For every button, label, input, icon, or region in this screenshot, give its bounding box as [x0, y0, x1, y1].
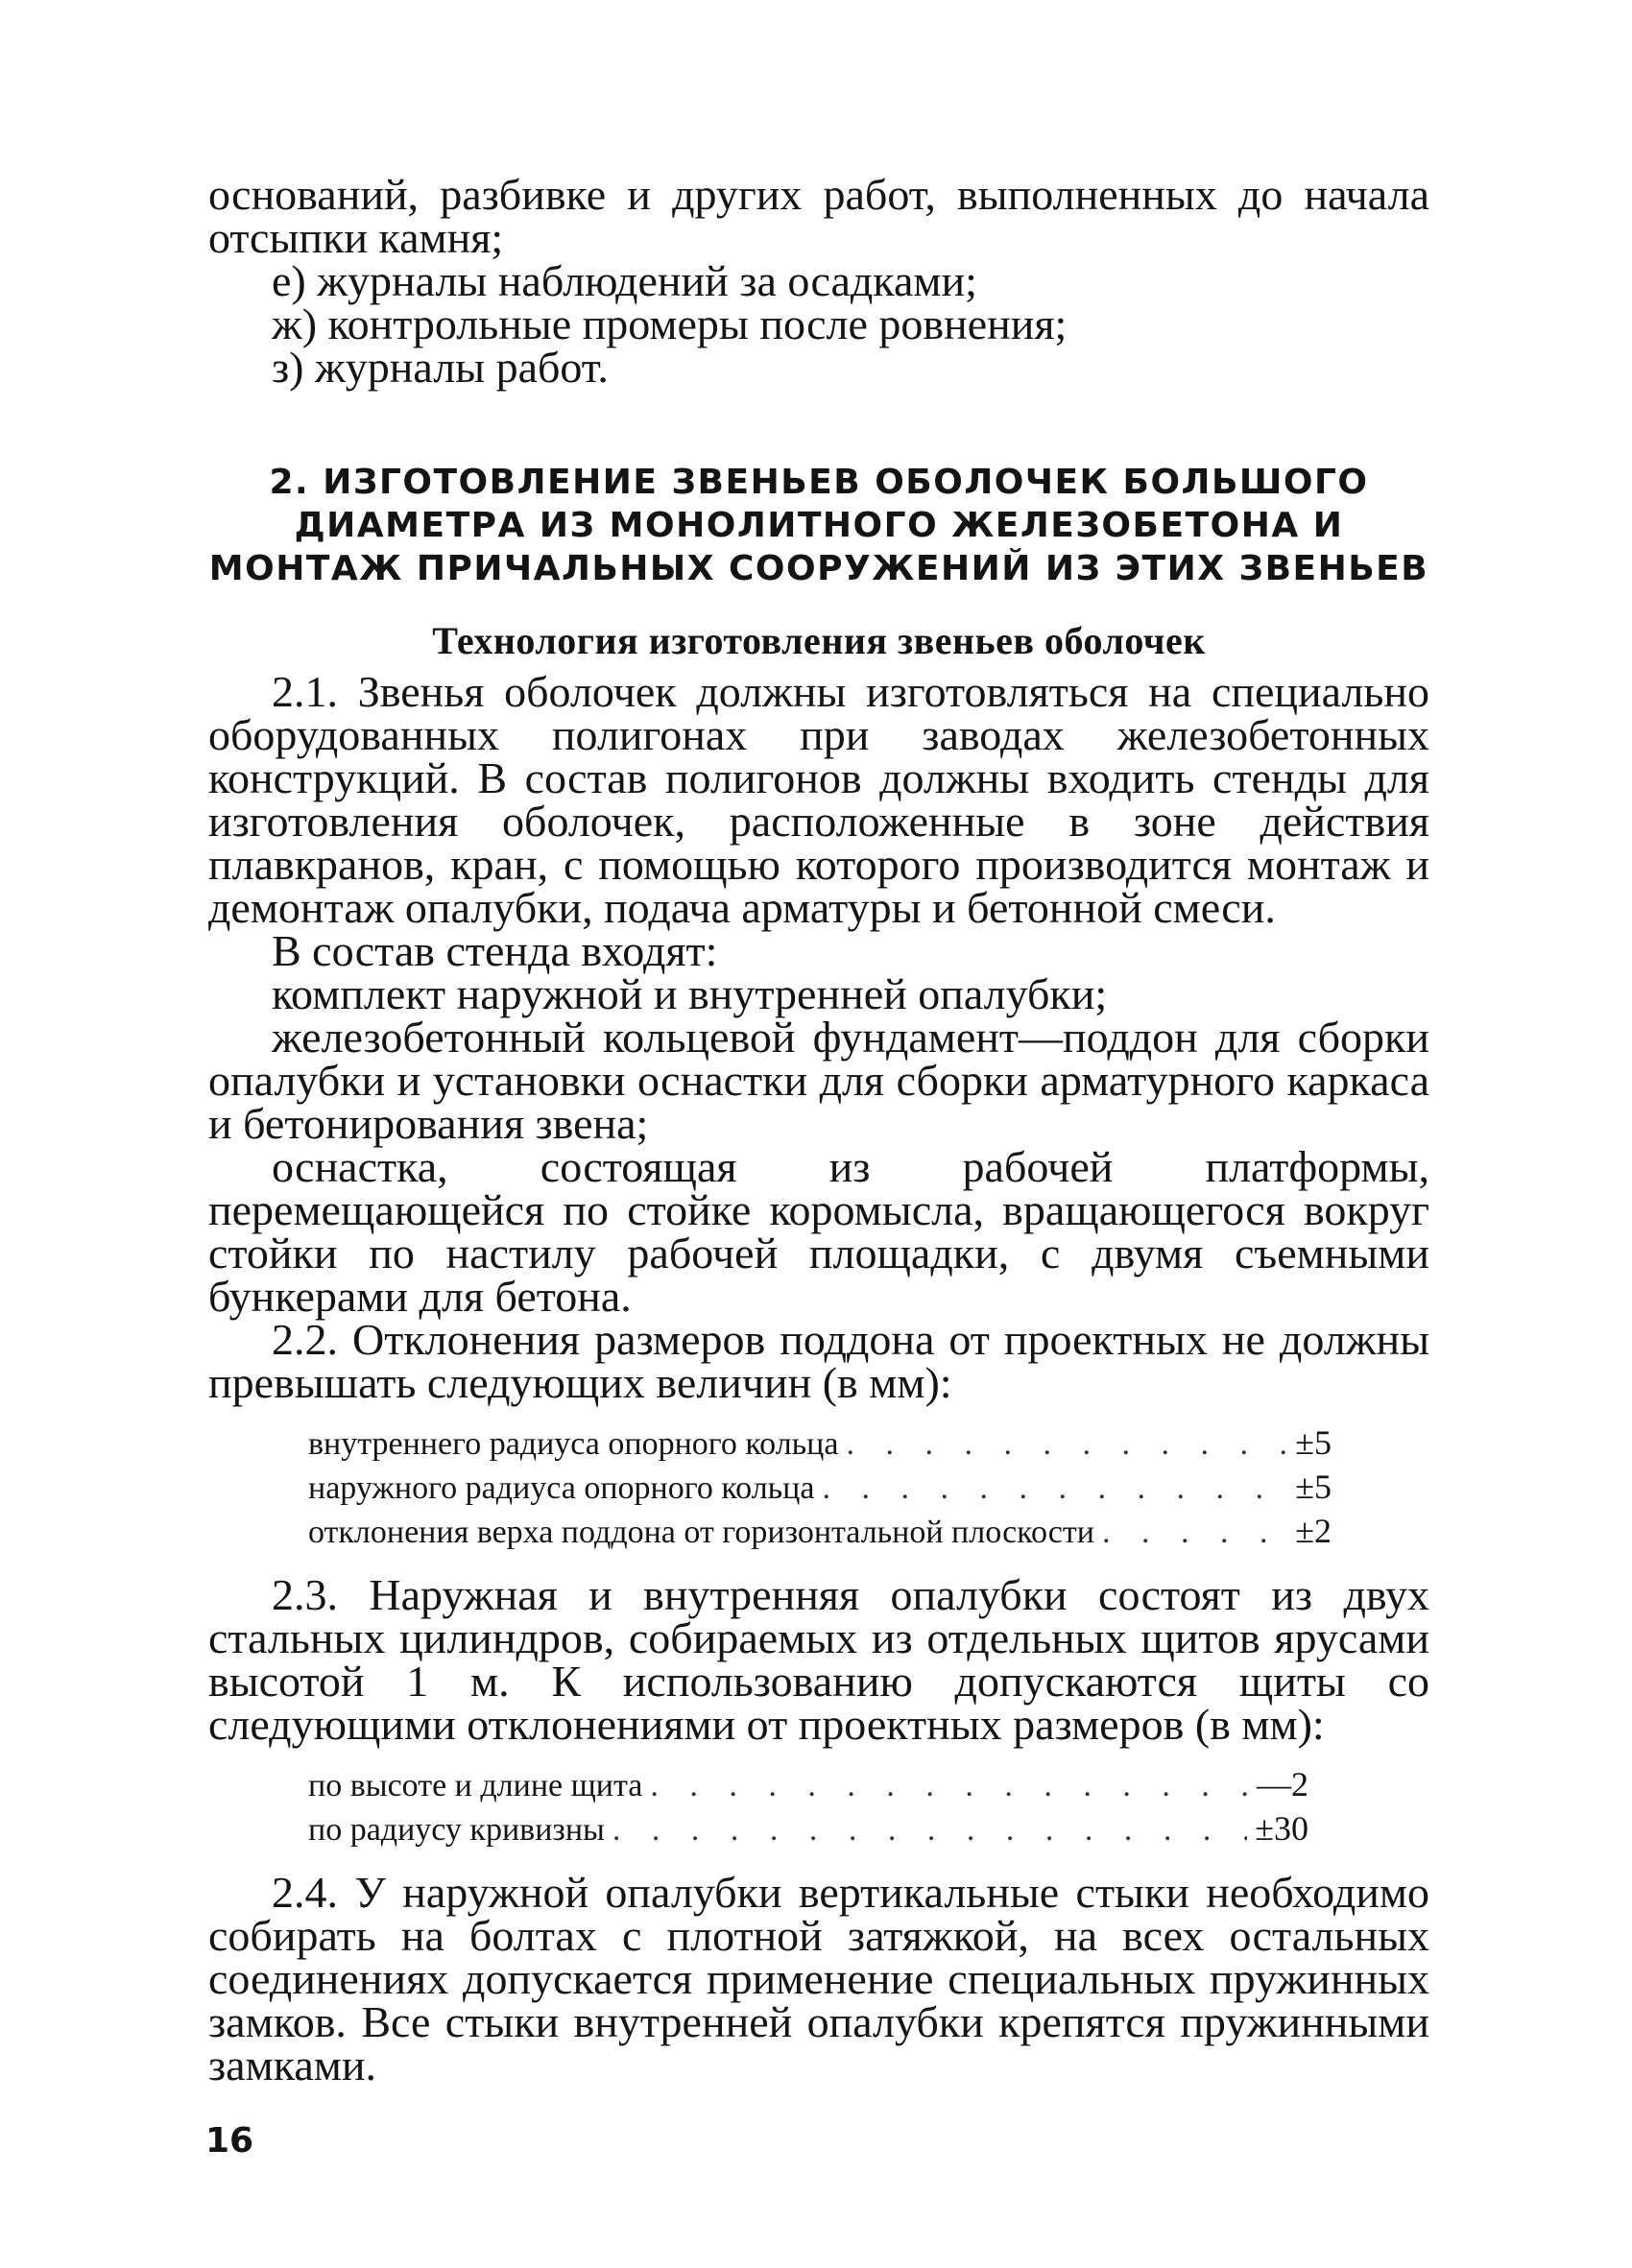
stand-item-foundation: железобетонный кольцевой фундамент—поддон для сборки опалубки и установки оснастки для сборки арматурного каркаса и бетонирования звена;: [208, 1013, 1429, 1148]
paragraph-2-2: 2.2. Отклонения размеров поддона от проектных не должны превышать следующих величин (в мм):: [208, 1315, 1429, 1407]
stand-item-formwork: комплект наружной и внутренней опалубки;: [272, 969, 1108, 1018]
tolerance-table-tray: [308, 1421, 1332, 1554]
tolerance-row: [308, 1421, 1332, 1466]
dot-leader: [650, 1764, 1249, 1807]
tolerance-value: ±5: [1295, 1423, 1332, 1462]
dot-leader: [1102, 1511, 1287, 1554]
stand-intro: В состав стенда входят:: [272, 926, 718, 975]
tolerance-row: [308, 1510, 1332, 1554]
paragraph-2-3: 2.3. Наружная и внутренняя опалубки состоят из двух стальных цилиндров, собираемых из отдельных щитов ярусами высотой 1 м. К использованию допускаются щиты со следующими отклонениями от проектных размеров (в мм):: [208, 1570, 1429, 1749]
tolerance-table-panels: [308, 1763, 1308, 1851]
page-number: 16: [205, 2121, 254, 2161]
tolerance-row: [308, 1763, 1308, 1807]
tolerance-value: —2: [1257, 1765, 1308, 1803]
tolerance-value: ±2: [1295, 1512, 1332, 1550]
list-item-z: з) журналы работ.: [272, 343, 609, 392]
dot-leader: [822, 1467, 1287, 1510]
tolerance-row: [308, 1807, 1308, 1851]
dot-leader: [846, 1422, 1287, 1466]
tolerance-value: ±30: [1255, 1809, 1308, 1848]
paragraph-2-4: 2.4. У наружной опалубки вертикальные стыки необходимо собирать на болтах с плотной затяжкой, на всех остальных соединениях допускается применение специальных пружинных замков. Все стыки внутренней опалубки крепятся пружинными замками.: [208, 1868, 1429, 2089]
section-heading: 2. ИЗГОТОВЛЕНИЕ ЗВЕНЬЕВ ОБОЛОЧЕК БОЛЬШОГО ДИАМЕТРА ИЗ МОНОЛИТНОГО ЖЕЛЕЗОБЕТОНА И МОНТАЖ ПРИЧАЛЬНЫХ СООРУЖЕНИЙ ИЗ ЭТИХ ЗВЕНЬЕВ: [208, 463, 1429, 588]
tolerance-label: по высоте и длине щита: [308, 1768, 643, 1803]
document-page: [208, 170, 1429, 2089]
list-item-zh: ж) контрольные промеры после ровнения;: [272, 299, 1068, 348]
dot-leader: [612, 1808, 1247, 1851]
tolerance-label: отклонения верха поддона от горизонтальной плоскости: [308, 1515, 1094, 1550]
tolerance-label: по радиусу кривизны: [308, 1812, 605, 1848]
stand-item-equipment: оснастка, состоящая из рабочей платформы, перемещающейся по стойке коромысла, вращающегося вокруг стойки по настилу рабочей площадки, с двумя съемными бункерами для бетона.: [208, 1142, 1429, 1321]
continuation-paragraph: оснований, разбивке и других работ, выполненных до начала отсыпки камня;: [208, 170, 1429, 262]
tolerance-label: наружного радиуса опорного кольца: [308, 1470, 815, 1506]
section-subheading: Технология изготовления звеньев оболочек: [432, 619, 1206, 662]
paragraph-2-1: 2.1. Звенья оболочек должны изготовляться на специально оборудованных полигонах при заводах железобетонных конструкций. В состав полигонов должны входить стенды для изготовления оболочек, расположенные в зоне действия плавкранов, кран, с помощью которого производится монтаж и демонтаж опалубки, подача арматуры и бетонной смеси.: [208, 667, 1429, 932]
tolerance-value: ±5: [1295, 1468, 1332, 1506]
tolerance-label: внутреннего радиуса опорного кольца: [308, 1426, 839, 1462]
tolerance-row: [308, 1466, 1332, 1510]
list-item-e: е) журналы наблюдений за осадками;: [272, 256, 977, 305]
